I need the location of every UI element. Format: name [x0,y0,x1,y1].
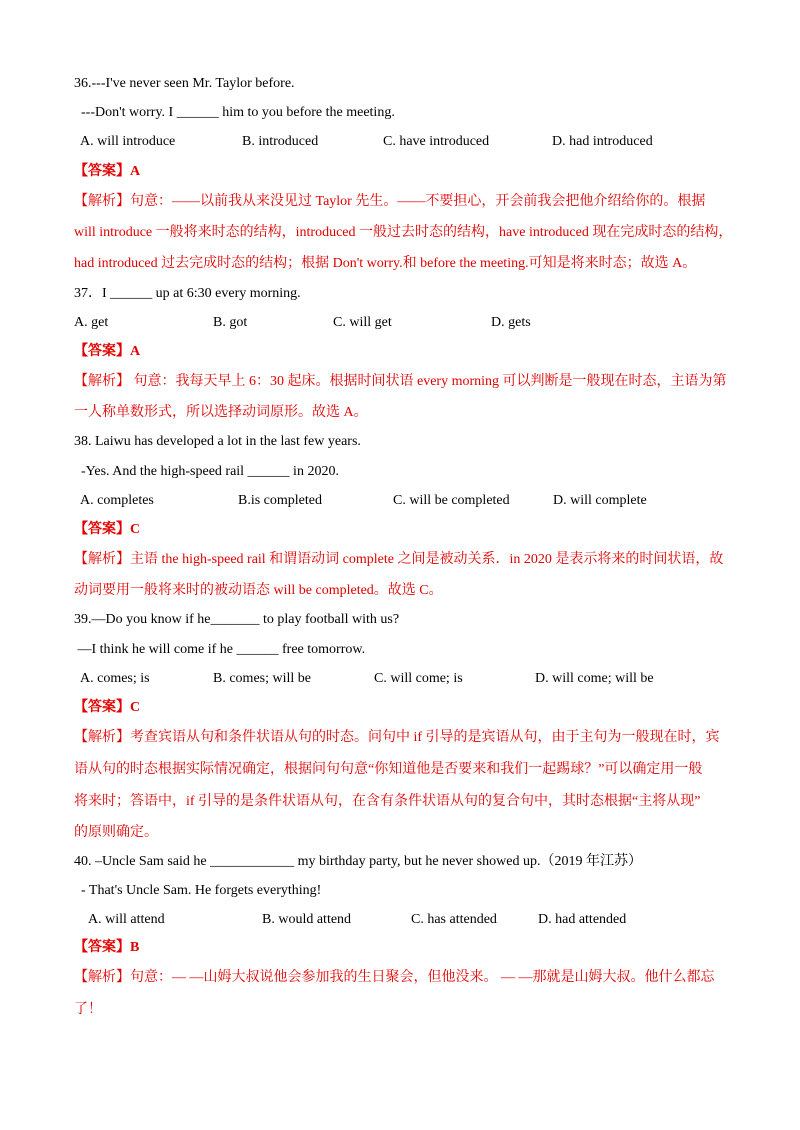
question-38-stem-line-1: 38. Laiwu has developed a lot in the last few years. [74,434,361,449]
question-37-option-d: D. gets [491,315,531,330]
question-37-analysis-line-1: 【解析】 句意：我每天早上 6：30 起床。根据时间状语 every morning 可以判断是一般现在时态，主语为第 [74,374,727,389]
question-39-analysis-line-2: 语从句的时态根据实际情况确定，根据问句句意“你知道他是否要来和我们一起踢球？”可以确定用一般 [74,762,703,777]
question-36-answer: 【答案】A [74,164,141,179]
question-39-analysis-line-3: 将来时；答语中，if 引导的是条件状语从句，在含有条件状语从句的复合句中，其时态根据“主将从现” [74,794,701,809]
question-37-answer: 【答案】A [74,344,141,359]
question-40-option-a: A. will attend [88,912,165,927]
question-40-answer: 【答案】B [74,940,140,955]
question-38-analysis-line-1: 【解析】主语 the high-speed rail 和谓语动词 complete 之间是被动关系．in 2020 是表示将来的时间状语，故 [74,552,724,567]
question-38-stem-line-2: -Yes. And the high-speed rail ______ in 2020. [74,464,339,479]
question-40-analysis-line-1: 【解析】句意：— —山姆大叔说他会参加我的生日聚会，但他没来。 — —那就是山姆大叔。他什么都忘 [74,970,715,985]
question-40-option-c: C. has attended [411,912,497,927]
question-37-option-a: A. get [74,315,109,330]
question-40-stem-line-1: 40. –Uncle Sam said he ____________ my birthday party, but he never showed up.（2019 年江苏） [74,854,642,869]
question-39-option-b: B. comes; will be [213,671,311,686]
question-36-option-d: D. had introduced [552,134,653,149]
question-36-analysis-line-1: 【解析】句意：——以前我从来没见过 Taylor 先生。——不要担心，开会前我会把他介绍给你的。根据 [74,194,706,209]
question-39-analysis-line-1: 【解析】考查宾语从句和条件状语从句的时态。问句中 if 引导的是宾语从句，由于主句为一般现在时，宾 [74,730,720,745]
question-37-option-b: B. got [213,315,248,330]
question-39-option-c: C. will come; is [374,671,463,686]
question-36-option-c: C. have introduced [383,134,490,149]
question-37-analysis-line-2: 一人称单数形式，所以选择动词原形。故选 A。 [74,405,368,420]
question-39-stem-line-1: 39.—Do you know if he_______ to play football with us? [74,612,400,627]
question-37-option-c: C. will get [333,315,392,330]
question-40-option-b: B. would attend [262,912,352,927]
question-38-option-b: B.is completed [238,493,322,508]
question-40-analysis-line-2: 了！ [74,1002,102,1017]
question-39-stem-line-2: —I think he will come if he ______ free tomorrow. [74,642,366,657]
question-40-option-d: D. had attended [538,912,627,927]
question-39-option-a: A. comes; is [80,671,150,686]
question-38-analysis-line-2: 动词要用一般将来时的被动语态 will be completed。故选 C。 [74,583,443,598]
question-39-option-d: D. will come; will be [535,671,654,686]
question-39-answer: 【答案】C [74,700,141,715]
question-36-stem-line-1: 36.---I've never seen Mr. Taylor before. [74,76,295,91]
question-38-answer: 【答案】C [74,522,141,537]
question-38-option-a: A. completes [80,493,154,508]
question-36-analysis-line-3: had introduced 过去完成时态的结构；根据 Don't worry.和 before the meeting.可知是将来时态；故选 A。 [74,256,697,271]
question-36-option-a: A. will introduce [80,134,176,149]
question-39-analysis-line-4: 的原则确定。 [74,825,158,840]
question-40-stem-line-2: - That's Uncle Sam. He forgets everything! [74,883,322,898]
question-38-option-c: C. will be completed [393,493,510,508]
question-36-option-b: B. introduced [242,134,319,149]
question-36-stem-line-2: ---Don't worry. I ______ him to you before the meeting. [74,105,395,120]
question-38-option-d: D. will complete [553,493,647,508]
question-36-analysis-line-2: will introduce 一般将来时态的结构，introduced 一般过去时态的结构，have introduced 现在完成时态的结构， [74,225,733,240]
question-37-stem-line-1: 37．I ______ up at 6:30 every morning. [74,286,301,301]
